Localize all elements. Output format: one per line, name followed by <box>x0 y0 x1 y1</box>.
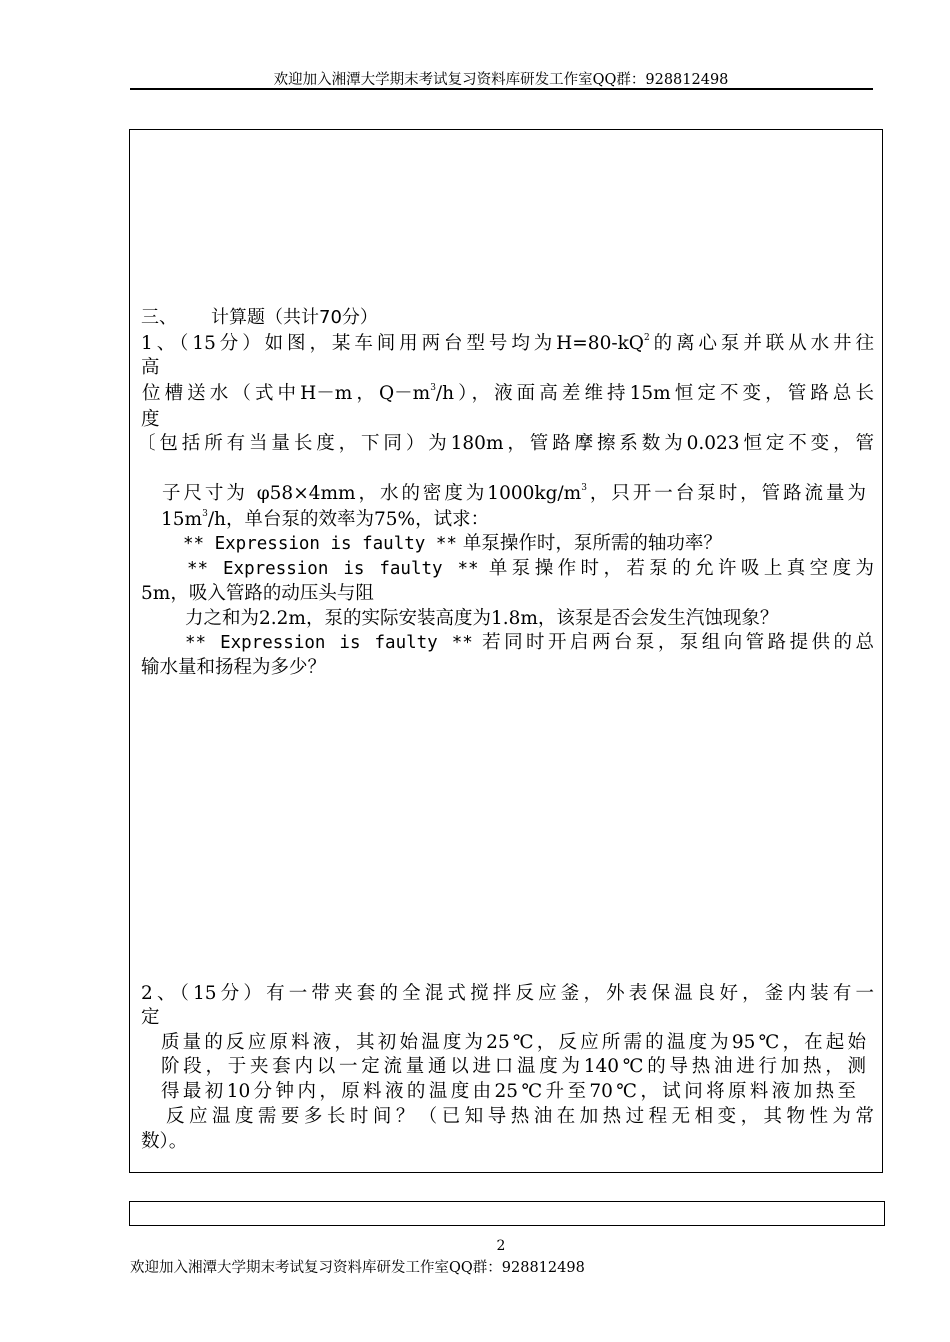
expression-error: ** Expression is faulty ** <box>185 633 473 653</box>
q2-line-4: 阶段，于夹套内以一定流量通以进口温度为140℃的导热油进行加热，测 <box>161 1056 866 1077</box>
q2-line-7: 数）。 <box>141 1131 188 1152</box>
q1-sub-2-cont2: 力之和为2.2m，泵的实际安装高度为1.8m，该泵是否会发生汽蚀现象？ <box>185 608 779 629</box>
lower-box <box>129 1201 885 1226</box>
q1-line-6: 子尺寸为 φ58×4mm，水的密度为$1000kg/m^3$，只开一台泵时，管路流量为 <box>162 483 866 504</box>
q2-line-5: 得最初10分钟内，原料液的温度由25℃升至70℃，试问将原料液加热至 <box>161 1081 856 1102</box>
section-title: 计算题（共计70分） <box>211 307 378 328</box>
q1-sub-2: ** Expression is faulty ** 单泵操作时，若泵的允许吸上真空度为 <box>187 558 874 579</box>
section-heading <box>141 306 378 330</box>
q1-sub-1: ** Expression is faulty ** 单泵操作时，泵所需的轴功率？ <box>183 533 722 554</box>
q1-line-1: 1、（15分）如图，某车间用两台型号均为$H=80-kQ^2$的离心泵并联从水井往 <box>141 333 874 354</box>
page-footer: 欢迎加入湘潭大学期末考试复习资料库研发工作室QQ群：928812498 <box>130 1260 585 1276</box>
q1-sub-3-cont: 输水量和扬程为多少？ <box>141 657 327 678</box>
expression-error: ** Expression is faulty ** <box>187 559 479 579</box>
q2-line-1: 2、（15分）有一带夹套的全混式搅拌反应釜，外表保温良好，釜内装有一 <box>141 983 874 1004</box>
page-number: 2 <box>496 1238 506 1254</box>
q1-line-7: $15m^3/h$，单台泵的效率为75%，试求： <box>161 509 490 530</box>
section-number: 三、 <box>141 307 177 328</box>
q1-line-3: 位槽送水（式中H－m，$Q-m^3/h$），液面高差维持15m恒定不变，管路总长 <box>142 383 874 404</box>
q1-line-5: 〔包括所有当量长度，下同）为180m，管路摩擦系数为0.023恒定不变，管 <box>137 433 874 454</box>
q1-sub-2-cont: 5m，吸入管路的动压头与阻 <box>141 583 374 604</box>
q1-line-4: 度 <box>141 409 160 430</box>
q1-line-2: 高 <box>141 357 160 378</box>
header-rule <box>130 88 873 90</box>
q2-line-2: 定 <box>141 1007 160 1028</box>
q2-line-6: 反应温度需要多长时间？（已知导热油在加热过程无相变，其物性为常 <box>166 1106 874 1127</box>
q2-line-3: 质量的反应原料液，其初始温度为25℃，反应所需的温度为95℃，在起始 <box>161 1032 866 1053</box>
expression-error: ** Expression is faulty ** <box>183 534 457 554</box>
page-header: 欢迎加入湘潭大学期末考试复习资料库研发工作室QQ群：928812498 <box>273 72 729 88</box>
q1-sub-3: ** Expression is faulty ** 若同时开启两台泵，泵组向管路提供的总 <box>185 632 874 653</box>
